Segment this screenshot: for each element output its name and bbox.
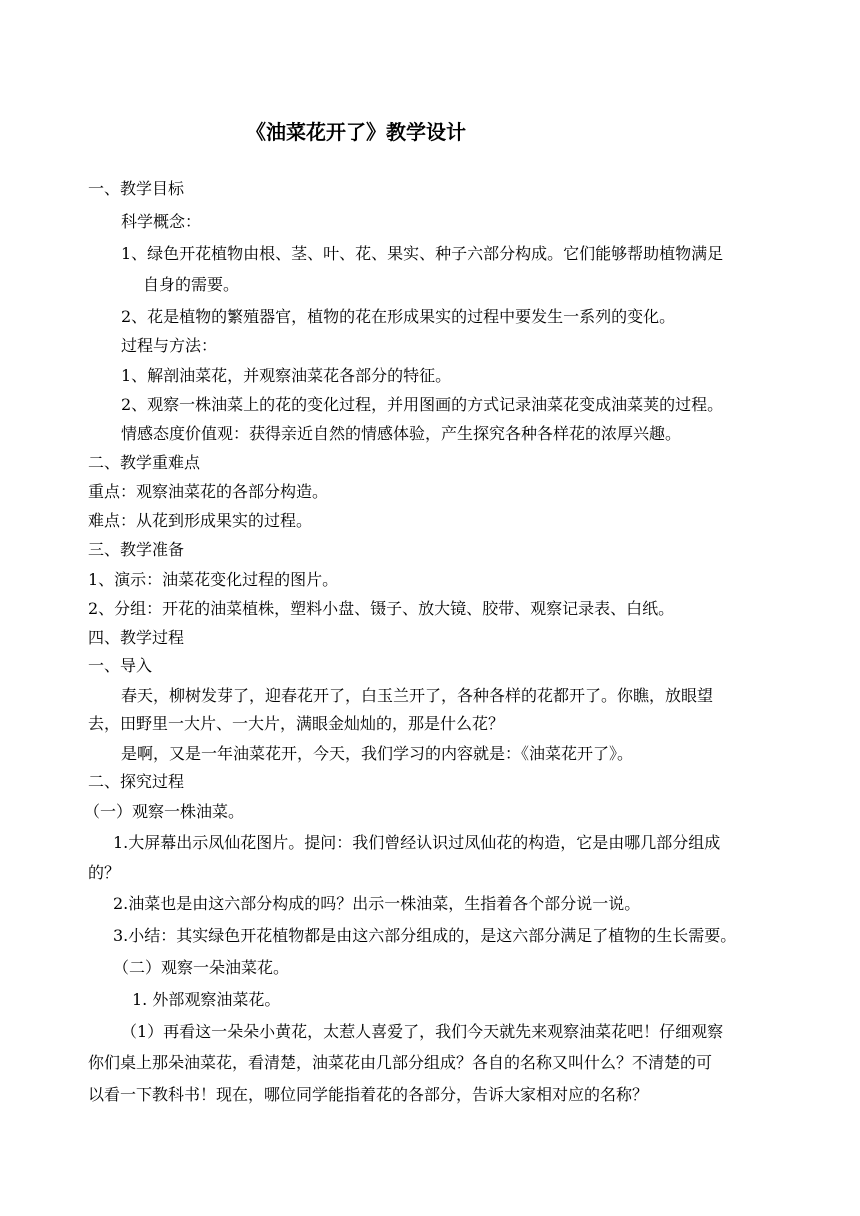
paragraph-line: 自身的需要。: [143, 275, 240, 294]
paragraph-line: 去，田野里一大片、一大片，满眼金灿灿的，那是什么花？: [88, 714, 505, 733]
subsection-heading-observe-plant: （一）观察一株油菜。: [84, 802, 245, 821]
section-heading-objectives: 一、教学目标: [88, 179, 185, 198]
subsection-heading-explore: 二、探究过程: [88, 772, 185, 791]
paragraph-line: 的？: [88, 863, 121, 882]
subsection-heading-intro: 一、导入: [88, 656, 153, 675]
paragraph-line: 情感态度价值观：获得亲近自然的情感体验，产生探究各种各样花的浓厚兴趣。: [121, 424, 682, 443]
subheading-science-concepts: 科学概念：: [121, 212, 202, 231]
paragraph-line: 1. 外部观察油菜花。: [132, 990, 281, 1009]
paragraph-line: 2、花是植物的繁殖器官，植物的花在形成果实的过程中要发生一系列的变化。: [121, 307, 676, 326]
paragraph-line: 1、解剖油菜花，并观察油菜花各部分的特征。: [121, 366, 452, 385]
paragraph-line: （1）再看这一朵朵小黄花，太惹人喜爱了，我们今天就先来观察油菜花吧！仔细观察: [121, 1022, 724, 1041]
document-title: 《油菜花开了》教学设计: [246, 120, 466, 144]
subheading-process-methods: 过程与方法：: [121, 336, 218, 355]
subsection-heading-observe-flower: （二）观察一朵油菜花。: [113, 958, 290, 977]
paragraph-line: 3.小结：其实绿色开花植物都是由这六部分组成的，是这六部分满足了植物的生长需要。: [113, 926, 737, 945]
paragraph-line: 以看一下教科书！现在，哪位同学能指着花的各部分，告诉大家相对应的名称？: [88, 1085, 649, 1104]
section-heading-preparation: 三、教学准备: [88, 540, 185, 559]
paragraph-line: 是啊，又是一年油菜花开，今天，我们学习的内容就是：《油菜花开了》。: [121, 744, 634, 763]
paragraph-line: 春天，柳树发芽了，迎春花开了，白玉兰开了，各种各样的花都开了。你瞧，放眼望: [121, 686, 714, 705]
section-heading-key-points: 二、教学重难点: [88, 453, 201, 472]
paragraph-line: 2.油菜也是由这六部分构成的吗？出示一株油菜，生指着各个部分说一说。: [113, 894, 641, 913]
paragraph-line: 1、绿色开花植物由根、茎、叶、花、果实、种子六部分构成。它们能够帮助植物满足: [121, 244, 724, 263]
section-heading-process: 四、教学过程: [88, 628, 185, 647]
paragraph-line: 你们桌上那朵油菜花，看清楚，油菜花由几部分组成？各自的名称又叫什么？不清楚的可: [88, 1053, 713, 1072]
paragraph-line: 重点：观察油菜花的各部分构造。: [88, 482, 329, 501]
paragraph-line: 2、观察一株油菜上的花的变化过程，并用图画的方式记录油菜花变成油菜荚的过程。: [121, 395, 724, 414]
paragraph-line: 1.大屏幕出示凤仙花图片。提问：我们曾经认识过凤仙花的构造，它是由哪几部分组成: [113, 833, 721, 852]
paragraph-line: 难点：从花到形成果实的过程。: [88, 511, 313, 530]
paragraph-line: 2、分组：开花的油菜植株，塑料小盘、镊子、放大镜、胶带、观察记录表、白纸。: [88, 599, 675, 618]
paragraph-line: 1、演示：油菜花变化过程的图片。: [88, 570, 339, 589]
